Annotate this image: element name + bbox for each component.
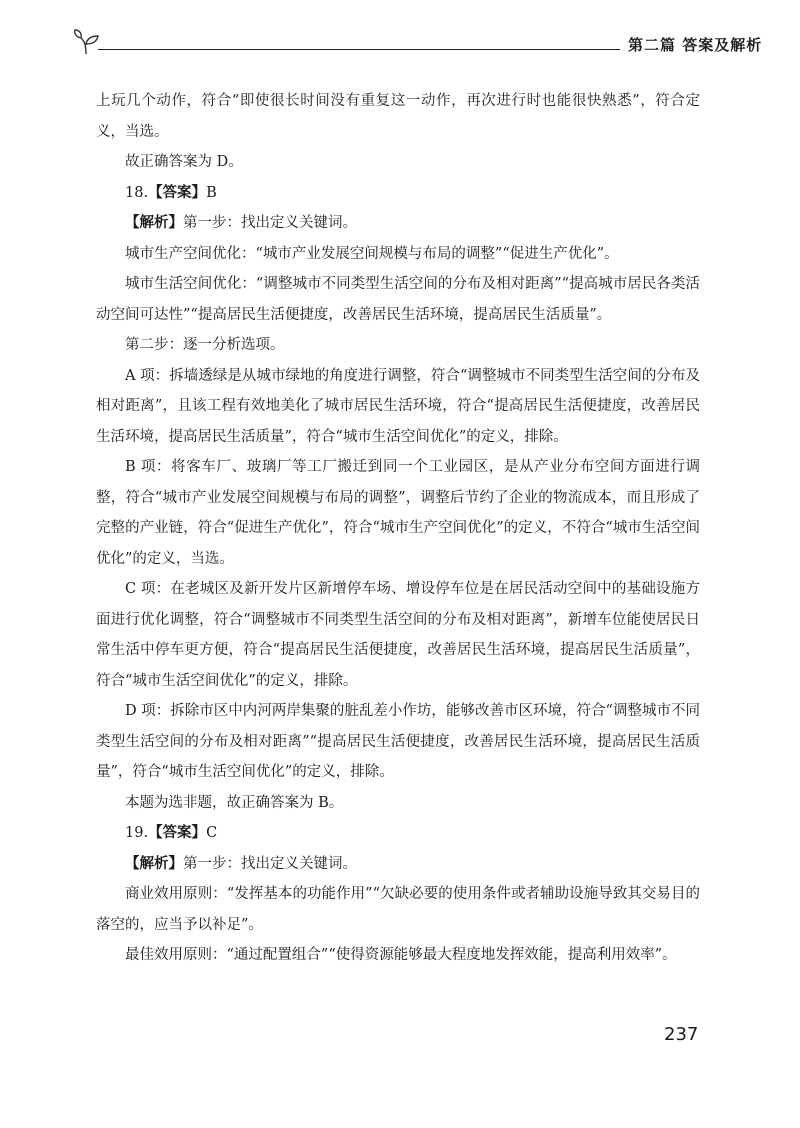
paragraph: 故正确答案为 D。 — [125, 154, 243, 170]
q18-analysis-label: 【解析】 — [125, 214, 183, 231]
q18-answer: B — [206, 184, 217, 201]
page-number: 237 — [664, 1024, 699, 1045]
header-title: 第二篇 答案及解析 — [628, 36, 763, 54]
q19-analysis-label: 【解析】 — [125, 854, 183, 872]
option-b-analysis: B 项：将客车厂、玻璃厂等工厂搬迁到同一个工业园区，是从产业分布空间方面进行调整，符合“城市产业发展空间规模与布局的调整”，调整后节约了企业的物流成本，而且形成了完整的产业链，符合“促进生产优化”，符合“城市生产空间优化”的定义，不符合“城市生活空间优化”的定义，当选。 — [96, 459, 700, 567]
paragraph: 上玩几个动作，符合“即使很长时间没有重复这一动作，再次进行时也能很快熟悉”，符合定义，当选。 — [96, 93, 700, 140]
q19-answer: C — [206, 825, 218, 841]
paragraph: 城市生产空间优化：“城市产业发展空间规模与布局的调整”“促进生产优化”。 — [125, 245, 619, 262]
q19-number: 19. — [125, 825, 149, 841]
q19-answer-label: 【答案】 — [148, 824, 207, 841]
q18-analysis-text: 第一步：找出定义关键词。 — [183, 215, 357, 231]
q19-analysis-text: 第一步：找出定义关键词。 — [183, 855, 357, 872]
page-body — [96, 86, 700, 971]
paragraph: 本题为选非题，故正确答案为 B。 — [125, 794, 344, 811]
option-c-analysis: C 项：在老城区及新开发片区新增停车场、增设停车位是在居民活动空间中的基础设施方面进行优化调整，符合“调整城市不同类型生活空间的分布及相对距离”，新增车位能使居民日常生活中停车更方便，符合“提高居民生活便捷度，改善居民生活环境，提高居民生活质量”，符合“城市生活空间优化”的定义，排除。 — [96, 581, 700, 689]
paragraph: 商业效用原则：“发挥基本的功能作用”“欠缺必要的使用条件或者辅助设施导致其交易目的落空的，应当予以补足”。 — [96, 886, 700, 933]
q19-analysis-line — [96, 849, 700, 880]
q18-answer-line — [96, 178, 700, 209]
header-rule — [98, 49, 620, 50]
option-d-analysis: D 项：拆除市区中内河两岸集聚的脏乱差小作坊，能够改善市区环境，符合“调整城市不同类型生活空间的分布及相对距离”“提高居民生活便捷度，改善居民生活环境，提高居民生活质量”，符合“城市生活空间优化”的定义，排除。 — [96, 703, 700, 780]
option-a-analysis: A 项：拆墙透绿是从城市绿地的角度进行调整，符合“调整城市不同类型生活空间的分布及相对距离”，且该工程有效地美化了城市居民生活环境，符合“提高居民生活便捷度，改善居民生活环境，提高居民生活质量”，符合“城市生活空间优化”的定义，排除。 — [96, 367, 700, 445]
q18-answer-label: 【答案】 — [148, 183, 207, 201]
paragraph: 城市生活空间优化：“调整城市不同类型生活空间的分布及相对距离”“提高城市居民各类活动空间可达性”“提高居民生活便捷度，改善居民生活环境，提高居民生活质量”。 — [96, 276, 700, 323]
q18-number: 18. — [125, 184, 149, 201]
paragraph: 最佳效用原则：“通过配置组合”“使得资源能够最大程度地发挥效能，提高利用效率”。 — [125, 947, 677, 963]
q18-analysis-line — [96, 208, 700, 239]
sprout-icon — [72, 28, 102, 56]
page-header — [72, 28, 763, 58]
q19-answer-line — [96, 818, 700, 849]
paragraph: 第二步：逐一分析选项。 — [125, 337, 285, 353]
